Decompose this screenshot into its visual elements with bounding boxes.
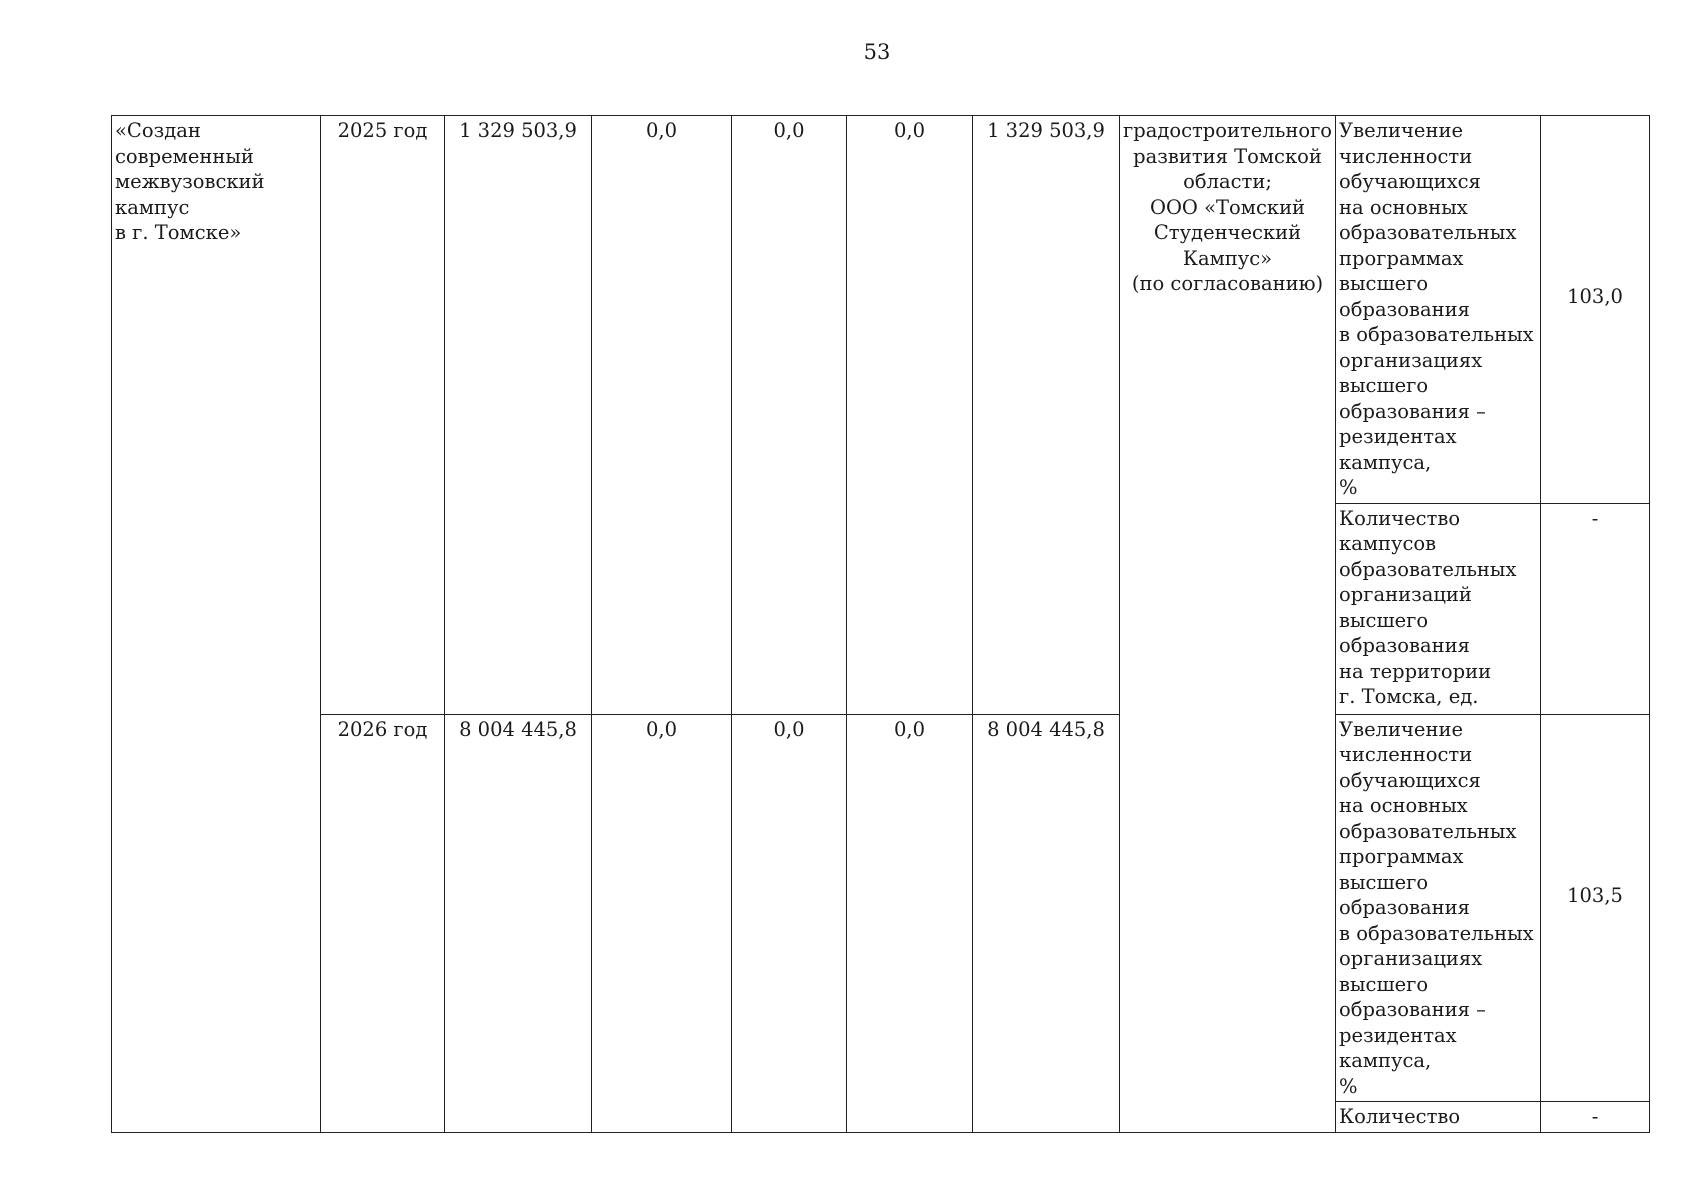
result-text: «Создан современный межвузовский кампус в г. Томске» — [115, 119, 265, 244]
extrabudgetary-cell: 1 329 503,9 — [973, 116, 1120, 715]
indicator-text: Количество кампусов образовательных организаций высшего образования на территории г. Томска, ед. — [1339, 506, 1517, 708]
table-row — [112, 116, 1650, 504]
federal-budget-cell: 0,0 — [592, 714, 732, 1133]
indicator-value — [1541, 714, 1650, 1102]
year-cell: 2025 год — [321, 116, 445, 715]
indicator-cell — [1336, 1102, 1541, 1133]
indicator-value — [1541, 116, 1650, 504]
extrabudgetary-cell: 8 004 445,8 — [973, 714, 1120, 1133]
responsible-text: градостроительного развития Томской области; ООО «Томский Студенческий Кампус» (по согласованию) — [1123, 119, 1333, 295]
indicator-value: - — [1541, 1102, 1650, 1133]
local-budget-cell: 0,0 — [847, 116, 973, 715]
program-table — [111, 115, 1650, 1133]
page-number: 53 — [863, 40, 891, 64]
indicator-text: Увеличение численности обучающихся на основных образовательных программах высшего образования в образовательных организациях высшего образования – резидентах кампуса, % — [1339, 717, 1534, 1098]
regional-budget-cell: 0,0 — [732, 714, 847, 1133]
indicator-cell — [1336, 116, 1541, 504]
indicator-value-text: 103,5 — [1567, 883, 1623, 907]
indicator-text: Увеличение численности обучающихся на основных образовательных программах высшего образования в образовательных организациях высшего образования – резидентах кампуса, % — [1339, 119, 1534, 499]
indicator-cell — [1336, 503, 1541, 714]
indicator-value: - — [1541, 503, 1650, 714]
indicator-text: Количество — [1339, 1105, 1461, 1128]
indicator-value-text: 103,0 — [1567, 285, 1623, 308]
local-budget-cell: 0,0 — [847, 714, 973, 1133]
result-cell — [112, 116, 321, 1133]
regional-budget-cell: 0,0 — [732, 116, 847, 715]
year-cell: 2026 год — [321, 714, 445, 1133]
responsible-cell — [1120, 116, 1336, 1133]
total-cell: 8 004 445,8 — [445, 714, 592, 1133]
indicator-cell — [1336, 714, 1541, 1102]
total-cell: 1 329 503,9 — [445, 116, 592, 715]
table-row — [112, 714, 1650, 1102]
federal-budget-cell: 0,0 — [592, 116, 732, 715]
